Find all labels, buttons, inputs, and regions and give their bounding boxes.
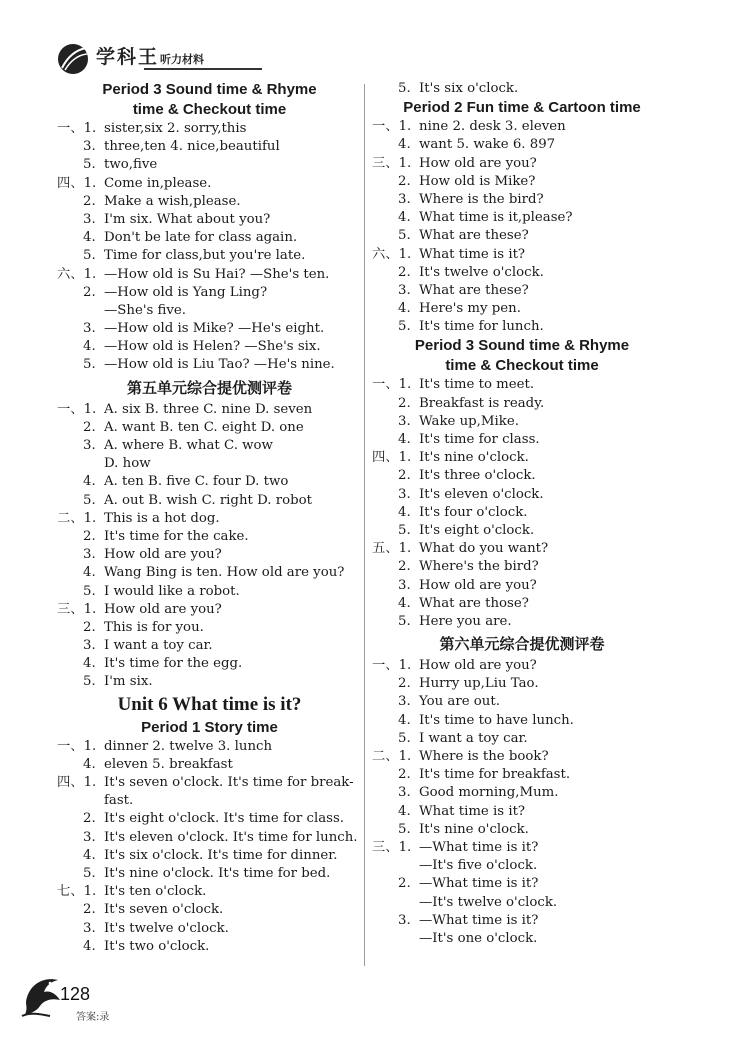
answer-text: What time is it? [419, 803, 526, 819]
answer-text: Where's the bird? [419, 559, 539, 575]
section-heading: 第五单元综合提优测评卷 [126, 378, 292, 397]
item-number: 3. [398, 785, 411, 801]
item-number: 4. [83, 756, 96, 772]
item-number: 2. [83, 902, 96, 918]
item-number: 4. [83, 474, 96, 490]
section-heading: time & Checkout time [132, 101, 287, 118]
answer-line [372, 577, 672, 595]
answer-text: —She's five. [104, 302, 187, 318]
answer-text: Come in,please. [104, 175, 212, 191]
answer-text: How old are you? [104, 547, 222, 563]
item-number: 一、1. [57, 738, 97, 754]
answer-line [372, 118, 672, 136]
answer-text: It's seven o'clock. It's time for break- [104, 775, 354, 790]
answer-text: Make a wish,please. [104, 193, 241, 209]
item-number: 4. [398, 301, 411, 317]
answer-line [372, 431, 672, 449]
item-number: 2. [398, 559, 411, 575]
column-divider [364, 84, 365, 966]
item-number: 3. [398, 577, 411, 593]
page-header [52, 38, 262, 80]
item-number: 四、1. [372, 450, 412, 466]
answer-line [57, 865, 362, 883]
answer-text: Time for class,but you're late. [104, 248, 306, 264]
answer-line [57, 120, 362, 138]
answer-line [372, 376, 672, 394]
item-number: 4. [398, 432, 411, 447]
item-number: 一、1. [57, 401, 97, 417]
answer-line [372, 413, 672, 431]
answer-text: —It's five o'clock. [419, 858, 538, 874]
answer-line [372, 766, 672, 784]
item-number: 3. [398, 486, 411, 502]
answer-text: Good morning,Mum. [419, 785, 559, 801]
answer-line [57, 284, 362, 302]
item-number: 2. [398, 468, 411, 484]
item-number: 4. [83, 938, 96, 954]
answer-text: dinner 2. twelve 3. lunch [104, 738, 273, 754]
answer-text: It's time for lunch. [419, 319, 544, 335]
item-number: 3. [83, 638, 96, 654]
answer-line [372, 449, 672, 467]
answer-line [372, 675, 672, 693]
answer-line [57, 211, 362, 229]
item-number: 4. [83, 656, 96, 672]
section-heading: 第六单元综合提优测评卷 [439, 635, 605, 654]
item-number: 4. [398, 595, 411, 611]
answer-text: sister,six 2. sorry,this [104, 121, 247, 136]
answer-line [57, 455, 362, 473]
answer-text: nine 2. desk 3. eleven [419, 119, 566, 135]
item-number: 5. [398, 319, 411, 335]
answer-line [57, 473, 362, 491]
answer-text: How old are you? [104, 601, 222, 617]
answer-text: Where is the bird? [419, 191, 544, 207]
answer-text: It's time for the cake. [104, 528, 249, 544]
item-number: 四、1. [57, 775, 97, 790]
answer-text: What are those? [419, 595, 529, 611]
answer-text: How old is Mike? [419, 173, 536, 189]
item-number: 2. [398, 173, 411, 189]
answer-text: How old are you? [419, 577, 537, 593]
answer-text: It's time for the egg. [104, 656, 243, 672]
item-number: 4. [398, 210, 411, 226]
answer-line [57, 510, 362, 528]
answer-line [372, 80, 672, 98]
answer-text: A. want B. ten C. eight D. one [104, 419, 304, 435]
page-footer [20, 968, 160, 1024]
item-number: 4. [398, 712, 411, 728]
answer-line [57, 564, 362, 582]
answer-line [372, 839, 672, 857]
item-number: 六、1. [57, 266, 97, 282]
answer-line [372, 803, 672, 821]
answer-text: This is for you. [104, 619, 204, 635]
answer-line [372, 613, 672, 631]
item-number: 六、1. [372, 246, 412, 262]
item-number: 一、1. [372, 377, 412, 393]
answer-text: It's six o'clock. [419, 81, 519, 96]
item-number: 3. [398, 413, 411, 429]
item-number: 2. [398, 767, 411, 783]
answer-text: Don't be late for class again. [104, 230, 298, 246]
item-number: 4. [398, 803, 411, 819]
answer-line [372, 894, 672, 912]
answer-text: I would like a robot. [104, 583, 240, 599]
answer-line [372, 595, 672, 613]
answer-text: This is a hot dog. [104, 510, 220, 526]
answer-line [372, 712, 672, 730]
answer-line [57, 247, 362, 265]
section-heading: Period 3 Sound time & Rhyme [102, 81, 317, 98]
item-number: 2. [83, 811, 96, 827]
answer-text: —It's one o'clock. [419, 930, 538, 946]
answer-line [372, 730, 672, 748]
answer-text: It's ten o'clock. [104, 884, 207, 900]
item-number: 四、1. [57, 175, 97, 191]
answer-line [57, 920, 362, 938]
item-number: 5. [398, 228, 411, 244]
answer-line [57, 673, 362, 691]
answer-line [57, 901, 362, 919]
right-column [372, 80, 672, 948]
item-number: 2. [83, 193, 96, 209]
answer-text: I want a toy car. [419, 730, 528, 746]
item-number: 三、1. [372, 155, 412, 171]
answer-line [372, 282, 672, 300]
answer-line [57, 492, 362, 510]
answer-text: What time is it,please? [419, 210, 573, 226]
answer-text: —How old is Liu Tao? —He's nine. [104, 357, 335, 373]
item-number: 5. [83, 583, 96, 599]
answer-line [57, 156, 362, 174]
item-number: 5. [398, 522, 411, 538]
answer-line [57, 401, 362, 419]
answer-text: It's three o'clock. [419, 468, 536, 484]
item-number: 5. [398, 81, 411, 96]
answer-line [57, 847, 362, 865]
answer-text: Here's my pen. [419, 301, 521, 317]
answer-text: It's six o'clock. It's time for dinner. [104, 847, 338, 863]
answer-text: How old are you? [419, 155, 537, 171]
answer-text: —It's twelve o'clock. [419, 894, 558, 910]
answer-text: fast. [104, 793, 134, 809]
item-number: 一、1. [372, 119, 412, 135]
answer-line [57, 437, 362, 455]
item-number: 4. [83, 339, 96, 355]
item-number: 2. [398, 395, 411, 411]
answer-line [57, 883, 362, 901]
answer-text: A. out B. wish C. right D. robot [104, 492, 312, 508]
answer-line [372, 136, 672, 154]
answer-line [372, 227, 672, 245]
answer-line [372, 209, 672, 227]
answer-text: How old are you? [419, 658, 537, 674]
item-number: 5. [83, 674, 96, 690]
answer-line [57, 774, 362, 792]
answer-line [372, 395, 672, 413]
answer-line [57, 756, 362, 774]
answer-line [57, 738, 362, 756]
item-number: 3. [83, 139, 96, 155]
dolphin-icon [20, 972, 64, 1018]
item-number: 2. [83, 419, 96, 435]
answer-line [372, 191, 672, 209]
item-number: 3. [83, 547, 96, 563]
section-heading: time & Checkout time [445, 357, 599, 375]
leaf-logo-icon [56, 42, 90, 76]
answer-text: Hurry up,Liu Tao. [419, 676, 539, 692]
answer-line [57, 338, 362, 356]
answer-text: —What time is it? [419, 912, 539, 928]
answer-text: D. how [104, 456, 151, 472]
answer-line [372, 522, 672, 540]
item-number: 3. [83, 829, 96, 845]
answer-line [57, 193, 362, 211]
brand-subtitle: 听力材料 [160, 53, 204, 66]
answer-text: It's nine o'clock. [419, 821, 529, 837]
brand-title: 学科王 [96, 46, 160, 68]
answer-line [57, 528, 362, 546]
answer-text: It's time for breakfast. [419, 767, 571, 783]
answer-line [57, 419, 362, 437]
answer-line [57, 810, 362, 828]
answer-text: —How old is Mike? —He's eight. [104, 321, 325, 337]
item-number: 一、1. [372, 658, 412, 674]
answer-text: It's seven o'clock. [104, 902, 224, 918]
answer-text: eleven 5. breakfast [104, 756, 233, 772]
answer-line [57, 792, 362, 810]
item-number: 2. [83, 619, 96, 635]
item-number: 3. [83, 211, 96, 227]
item-number: 3. [398, 191, 411, 207]
answer-line [57, 655, 362, 673]
item-number: 5. [83, 157, 96, 173]
answer-text: It's twelve o'clock. [104, 920, 229, 936]
answer-line [372, 784, 672, 802]
item-number: 三、1. [57, 601, 97, 617]
answer-text: two,five [104, 157, 158, 173]
answer-line [372, 558, 672, 576]
header-rule [144, 68, 262, 70]
answer-text: It's nine o'clock. It's time for bed. [104, 865, 331, 881]
answer-line [57, 320, 362, 338]
answer-line [372, 875, 672, 893]
answer-text: What time is it? [419, 246, 526, 262]
item-number: 二、1. [57, 510, 97, 526]
footer-label: 答案:录 [76, 1012, 110, 1023]
item-number: 一、1. [57, 121, 97, 136]
answer-text: three,ten 4. nice,beautiful [104, 139, 280, 155]
item-number: 5. [398, 730, 411, 746]
answer-text: A. where B. what C. wow [104, 438, 273, 453]
answer-line [372, 318, 672, 336]
answer-line [57, 175, 362, 193]
answer-line [57, 583, 362, 601]
answer-text: I want a toy car. [104, 638, 213, 654]
item-number: 5. [83, 248, 96, 264]
answer-text: Where is the book? [419, 749, 549, 764]
answer-text: It's time to have lunch. [419, 712, 574, 728]
section-heading: Period 3 Sound time & Rhyme [414, 337, 630, 355]
answer-text: It's eleven o'clock. It's time for lunch. [104, 829, 358, 845]
answer-line [372, 300, 672, 318]
answer-text: —What time is it? [419, 876, 539, 892]
answer-text: What are these? [419, 282, 529, 298]
answer-line [372, 821, 672, 839]
answer-line [372, 657, 672, 675]
section-heading: Period 1 Story time [141, 718, 278, 736]
item-number: 4. [83, 230, 96, 246]
answer-text: Wang Bing is ten. How old are you? [104, 565, 345, 581]
answer-line [372, 155, 672, 173]
answer-line [57, 138, 362, 156]
unit-heading: Unit 6 What time is it? [117, 693, 302, 715]
answer-line [57, 266, 362, 284]
item-number: 3. [83, 321, 96, 337]
answer-text: It's four o'clock. [419, 504, 528, 520]
answer-text: —How old is Helen? —She's six. [104, 339, 321, 355]
answer-text: It's eight o'clock. [419, 522, 535, 538]
item-number: 5. [83, 357, 96, 373]
answer-text: A. ten B. five C. four D. two [104, 474, 289, 490]
answer-line [372, 486, 672, 504]
answer-text: It's nine o'clock. [419, 450, 529, 466]
item-number: 5. [83, 865, 96, 881]
answer-text: I'm six. What about you? [104, 211, 271, 227]
item-number: 五、1. [372, 541, 412, 557]
item-number: 2. [398, 876, 411, 892]
answer-line [372, 748, 672, 766]
answer-line [372, 173, 672, 191]
answer-text: Wake up,Mike. [419, 413, 519, 429]
answer-text: want 5. wake 6. 897 [419, 137, 556, 153]
answer-text: What do you want? [419, 541, 549, 557]
item-number: 2. [398, 676, 411, 692]
answer-text: —How old is Su Hai? —She's ten. [104, 266, 330, 282]
answer-line [372, 540, 672, 558]
section-heading: Period 2 Fun time & Cartoon time [403, 99, 641, 117]
item-number: 二、1. [372, 749, 412, 764]
answer-text: You are out. [419, 694, 500, 710]
answer-text: Breakfast is ready. [419, 395, 545, 411]
item-number: 5. [398, 821, 411, 837]
item-number: 2. [83, 284, 96, 300]
answer-text: It's eleven o'clock. [419, 486, 544, 502]
answer-text: I'm six. [104, 674, 153, 690]
item-number: 4. [398, 137, 411, 153]
item-number: 4. [83, 565, 96, 581]
answer-text: It's two o'clock. [104, 938, 210, 954]
answer-text: It's time for class. [419, 432, 540, 447]
item-number: 3. [83, 920, 96, 936]
item-number: 3. [398, 282, 411, 298]
answer-text: It's time to meet. [419, 377, 535, 393]
item-number: 七、1. [57, 884, 97, 900]
answer-line [57, 938, 362, 956]
answer-line [372, 857, 672, 875]
answer-line [372, 246, 672, 264]
item-number: 2. [398, 264, 411, 280]
answer-line [57, 356, 362, 374]
page-number: 128 [60, 984, 91, 1004]
left-column [57, 80, 362, 956]
answer-line [372, 467, 672, 485]
answer-line [372, 504, 672, 522]
answer-line [57, 546, 362, 564]
item-number: 三、1. [372, 839, 412, 855]
answer-line [372, 930, 672, 948]
item-number: 3. [83, 438, 96, 453]
item-number: 2. [83, 528, 96, 544]
item-number: 5. [83, 492, 96, 508]
item-number: 3. [398, 912, 411, 928]
answer-text: It's twelve o'clock. [419, 264, 544, 280]
item-number: 4. [398, 504, 411, 520]
answer-line [372, 264, 672, 282]
answer-text: —What time is it? [419, 839, 539, 855]
answer-text: It's eight o'clock. It's time for class. [104, 811, 345, 827]
answer-line [372, 912, 672, 930]
item-number: 3. [398, 694, 411, 710]
answer-text: A. six B. three C. nine D. seven [104, 401, 313, 417]
answer-line [57, 829, 362, 847]
answer-text: What are these? [419, 228, 529, 244]
answer-text: Here you are. [419, 613, 512, 629]
answer-text: —How old is Yang Ling? [104, 284, 268, 300]
answer-line [57, 601, 362, 619]
answer-line [57, 637, 362, 655]
answer-line [57, 302, 362, 320]
answer-line [372, 693, 672, 711]
answer-line [57, 619, 362, 637]
answer-line [57, 229, 362, 247]
item-number: 5. [398, 613, 411, 629]
item-number: 4. [83, 847, 96, 863]
